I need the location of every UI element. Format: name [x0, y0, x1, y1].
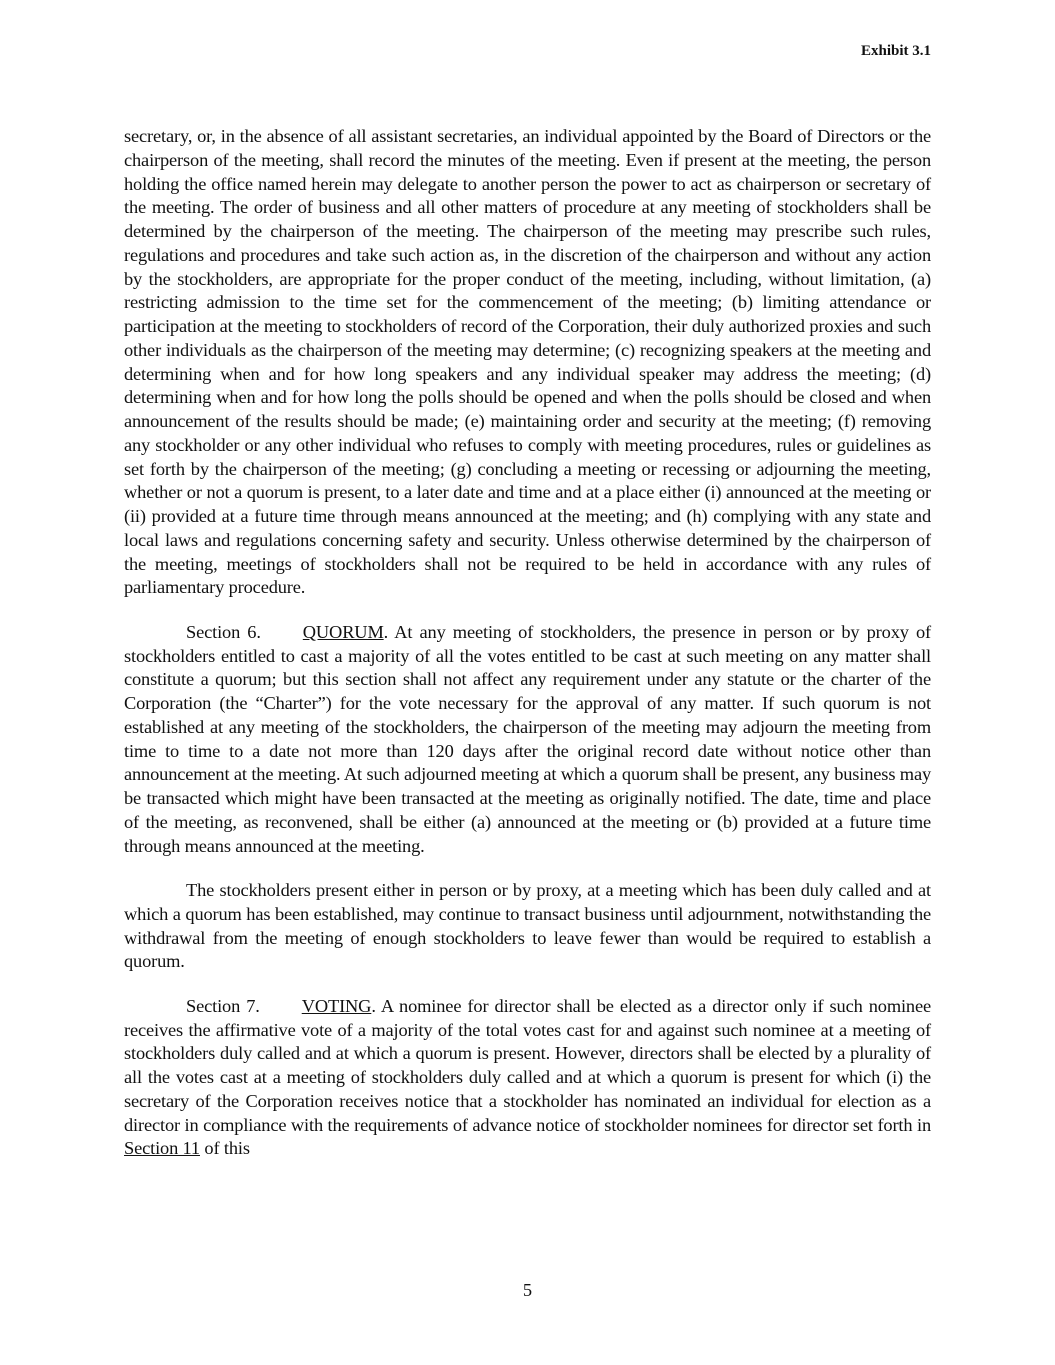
section-7-heading: VOTING	[301, 995, 372, 1016]
page-number: 5	[522, 1280, 533, 1300]
section-6-number: Section 6.	[186, 621, 261, 642]
section-7-number: Section 7.	[186, 995, 260, 1016]
document-body	[124, 125, 931, 1182]
exhibit-label: Exhibit 3.1	[860, 43, 931, 59]
paragraph-quorum-continuation-text: The stockholders present either in person or by proxy, at a meeting which has been duly called and at which a quorum has been established, may continue to transact business until adjournment, notwithstanding the withdrawal from the meeting of enough stockholders to leave fewer than would be required to establish a quorum.	[124, 880, 931, 972]
section-6-text: . At any meeting of stockholders, the presence in person or by proxy of stockholders entitled to cast a majority of all the votes entitled to be cast at such meeting on any matter shall constitute a quorum; but this section shall not affect any requirement under any statute or the charter of the Corporation (the “Charter”) for the vote necessary for the approval of any matter. If such quorum is not established at any meeting of the stockholders, the chairperson of the meeting may adjourn the meeting from time to time to a date not more than 120 days after the original record date without notice other than announcement at the meeting. At such adjourned meeting at which a quorum shall be present, any business may be transacted which might have been transacted at the meeting as originally notified. The date, time and place of the meeting, as reconvened, shall be either (a) announced at the meeting or (b) provided at a future time through means announced at the meeting.	[124, 621, 931, 856]
section-7-text-end: of this	[199, 1138, 250, 1159]
section-11-reference: Section 11	[124, 1138, 200, 1159]
section-7-text: . A nominee for director shall be elected as a director only if such nominee receives the affirmative vote of a majority of the total votes cast for and against such nominee at a meeting of stockholders duly called and at which a quorum is present. However, directors shall be elected by a plurality of all the votes cast at a meeting of stockholders duly called and at which a quorum is present for which (i) the secretary of the Corporation receives notice that a stockholder has nominated an individual for election as a director in compliance with the requirements of advance notice of stockholder nominees for director set forth in	[124, 995, 931, 1135]
section-6-heading: QUORUM	[302, 621, 384, 642]
paragraph-quorum-continuation	[124, 879, 931, 974]
section-7-voting	[124, 995, 931, 1161]
section-6-quorum	[124, 621, 931, 859]
paragraph-meeting-procedure: secretary, or, in the absence of all assistant secretaries, an individual appointed by the Board of Directors or the chairperson of the meeting, shall record the minutes of the meeting. Even if present at the meeting, the person holding the office named herein may delegate to another person the power to act as chairperson or secretary of the meeting. The order of business and all other matters of procedure at any meeting of stockholders shall be determined by the chairperson of the meeting. The chairperson of the meeting may prescribe such rules, regulations and procedures and take such action as, in the discretion of the chairperson and without any action by the stockholders, are appropriate for the proper conduct of the meeting, including, without limitation, (a) restricting admission to the time set for the commencement of the meeting; (b) limiting attendance or participation at the meeting to stockholders of record of the Corporation, their duly authorized proxies and such other individuals as the chairperson of the meeting may determine; (c) recognizing speakers at the meeting and determining when and for how long speakers and any individual speaker may address the meeting; (d) determining when and for how long the polls should be opened and when the polls should be closed and when announcement of the results should be made; (e) maintaining order and security at the meeting; (f) removing any stockholder or any other individual who refuses to comply with meeting procedures, rules or guidelines as set forth by the chairperson of the meeting; (g) concluding a meeting or recessing or adjourning the meeting, whether or not a quorum is present, to a later date and time and at a place either (i) announced at the meeting or (ii) provided at a future time through means announced at the meeting; and (h) complying with any state and local laws and regulations concerning safety and security. Unless otherwise determined by the chairperson of the meeting, meetings of stockholders shall not be required to be held in accordance with any rules of parliamentary procedure.	[124, 126, 931, 598]
